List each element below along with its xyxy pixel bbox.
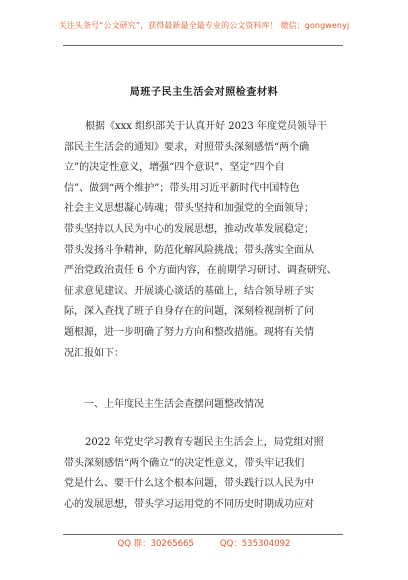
footer xyxy=(0,537,408,549)
paragraph-line: 心的发展思想，带头学习运用党的不同历史时期成功应对 xyxy=(64,498,314,510)
paragraph-line: 部民主生活会的通知》要求，对照带头深刻感悟“两个确 xyxy=(64,141,310,153)
footer-divider xyxy=(63,534,343,535)
paragraph-line: 带头发扬斗争精神，防范化解风险挑战；带头落实全面从 xyxy=(64,244,314,256)
paragraph-line: 况汇报如下： xyxy=(64,347,124,359)
header-banner: 关注头条号“公文研究”，获得最新最全最专业的公文资料库！ 微信：gongwenyj xyxy=(58,21,350,30)
section-heading: 一、上年度民主生活会查摆问题整改情况 xyxy=(84,399,264,410)
paragraph-line: 2022 年党史学习教育专题民主生活会上，局党组对照 xyxy=(85,437,324,448)
footer-qq-number: QQ：535304092 xyxy=(219,539,291,549)
header-divider xyxy=(63,45,343,46)
paragraph-line: 信”、做到“两个维护”；带头用习近平新时代中国特色 xyxy=(64,182,300,194)
paragraph-2 xyxy=(64,433,350,515)
paragraph-line: 党是什么、要干什么这个根本问题，带头践行以人民为中 xyxy=(64,478,314,490)
paragraph-line: 际，深入查找了班子自身存在的问题，深刻检视剖析了问 xyxy=(64,306,314,318)
document-title: 局班子民主生活会对照检查材料 xyxy=(129,87,279,98)
paragraph-line: 征求意见建议、开展谈心谈话的基础上，结合领导班子实 xyxy=(64,285,314,297)
paragraph-line: 立”的决定性意义，增强“四个意识”、坚定“四个自 xyxy=(64,162,285,174)
paragraph-1 xyxy=(64,117,350,364)
paragraph-line: 社会主义思想凝心铸魂；带头坚持和加强党的全面领导； xyxy=(64,203,314,215)
paragraph-line: 带头坚持以人民为中心的发展思想，推动改革发展稳定； xyxy=(64,223,314,235)
paragraph-line: 严治党政治责任 6 个方面内容，在前期学习研讨、调查研究、 xyxy=(64,265,337,277)
paragraph-line: 题根源，进一步明确了努力方向和整改措施。现将有关情 xyxy=(64,326,314,338)
paragraph-line: 带头深刻感悟“两个确立”的决定性意义，带头牢记我们 xyxy=(64,457,305,469)
paragraph-line: 根据《xxx 组织部关于认真开好 2023 年度党员领导干 xyxy=(85,121,327,132)
footer-qq-group: QQ 群：30265665 xyxy=(117,539,194,549)
